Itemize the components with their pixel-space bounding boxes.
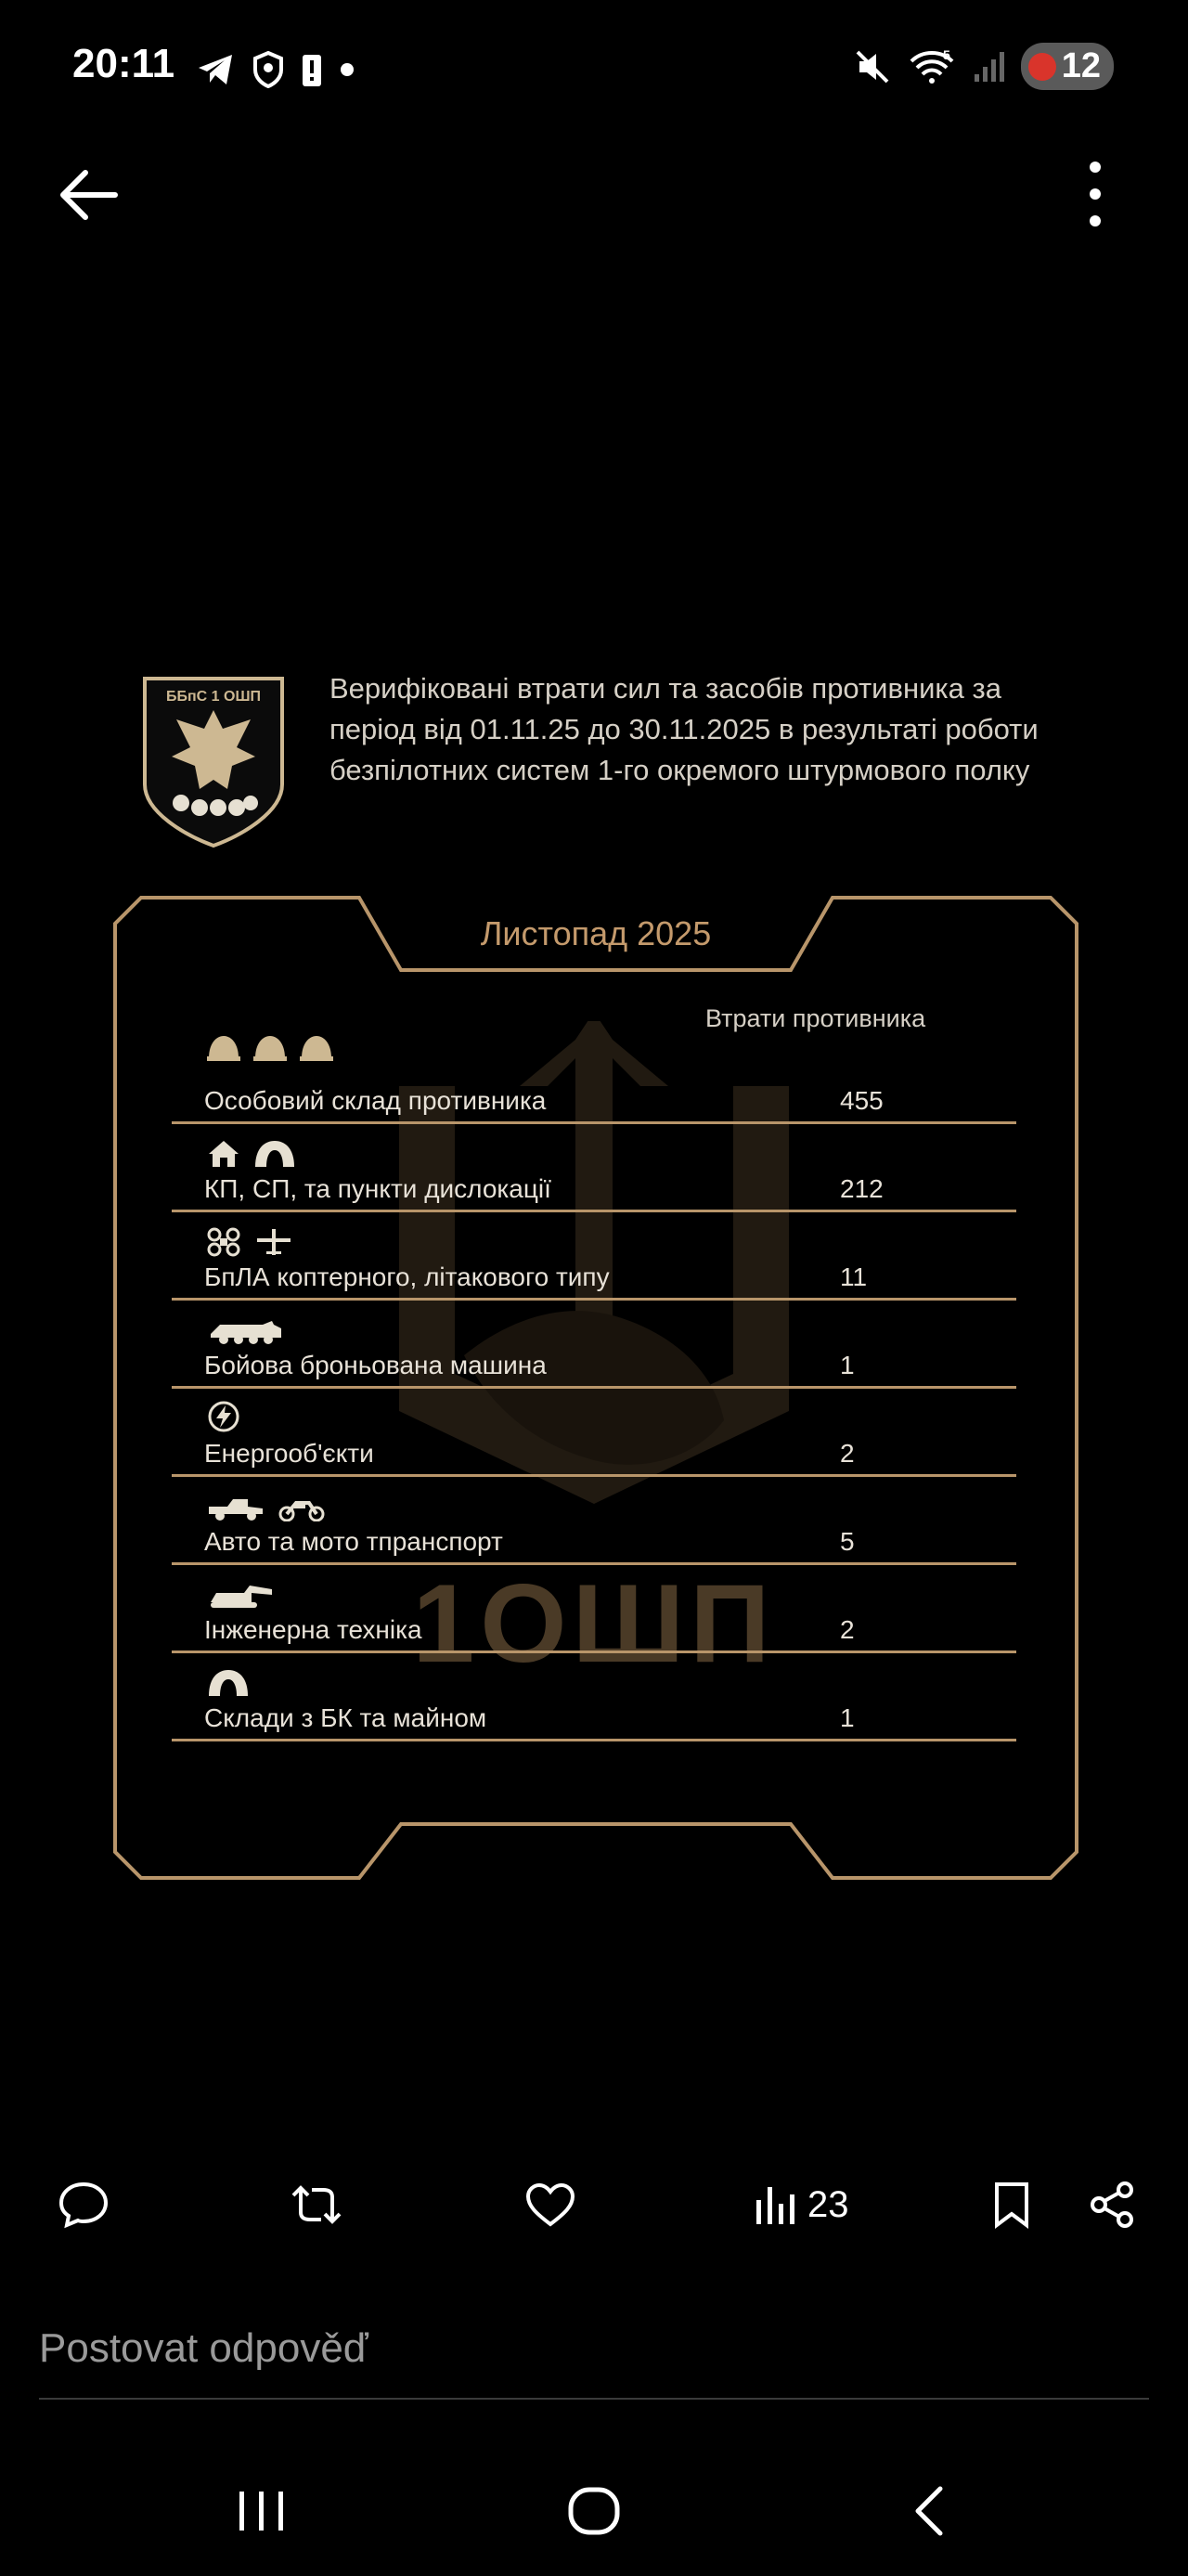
row-value: 11 [840,1262,868,1291]
telegram-icon [197,53,236,86]
back-arrow-icon[interactable] [56,167,121,223]
table-row [172,1019,1016,1124]
row-value: 5 [840,1527,855,1556]
reply-button[interactable] [58,2163,110,2246]
views-icon [754,2183,796,2226]
repost-button[interactable] [288,2163,345,2246]
mute-icon [854,48,891,85]
comment-icon [58,2181,110,2229]
system-back-button[interactable] [906,2479,952,2544]
row-label: Склади з БК та майном [204,1703,487,1732]
unit-emblem [139,673,288,849]
table-row [172,1389,1016,1477]
home-icon [567,2486,621,2536]
status-right-icons [854,43,1114,90]
battery-indicator [1021,43,1114,90]
row-value: 1 [840,1351,855,1379]
post-headline: Верифіковані втрати сил та засобів противника за період від 01.11.25 до 30.11.2025 в результаті роботи безпілотних систем 1-го окремого штурмового полку [329,672,1039,786]
shield-icon [252,51,284,88]
status-bar [0,0,1188,139]
bookmark-button[interactable] [991,2163,1032,2246]
status-time: 20:11 [72,41,175,86]
share-icon [1088,2181,1136,2229]
reply-divider [39,2398,1149,2400]
row-value: 212 [840,1174,884,1203]
share-button[interactable] [1088,2163,1136,2246]
helmet-icons [207,1030,333,1064]
bookmark-icon [991,2181,1032,2229]
alert-icon [301,51,323,88]
depot-icon [207,1664,250,1698]
vehicle-icons [207,1488,326,1521]
post-image[interactable] [102,631,1086,1949]
recent-apps-icon [236,2488,288,2534]
row-label: Інженерна техніка [204,1615,422,1644]
watermark-text: 1ОШП [412,1561,776,1686]
panel-title: Листопад 2025 [480,914,712,952]
row-label: КП, СП, та пункти дислокації [204,1174,551,1203]
battery-saver-icon [1028,53,1056,81]
row-label: Енергооб'єкти [204,1439,374,1468]
table-row [172,1653,1016,1741]
losses-table [172,1019,1016,1741]
home-button[interactable] [562,2479,626,2544]
dot-icon [340,62,355,77]
table-row [172,1565,1016,1653]
table-row [172,1301,1016,1389]
table-row [172,1477,1016,1565]
chevron-left-icon [910,2485,948,2537]
table-row [172,1212,1016,1301]
apc-icon [207,1312,285,1345]
more-options-icon[interactable] [1086,162,1104,227]
row-label: БпЛА коптерного, літакового типу [204,1262,610,1291]
status-left-icons [197,46,355,93]
column-header: Втрати противника [705,1004,926,1032]
row-value: 2 [840,1615,855,1644]
row-label: Особовий склад противника [204,1086,547,1115]
building-icons [207,1135,296,1169]
row-label: Бойова броньована машина [204,1351,547,1379]
wifi-icon [908,48,956,85]
views-count: 23 [807,2183,849,2225]
recent-apps-button[interactable] [232,2479,291,2544]
drone-icons [207,1223,294,1257]
post-actions [0,2163,1188,2246]
row-value: 455 [840,1086,884,1115]
engineering-vehicle-icon [207,1576,278,1610]
row-label: Авто та мото тпранспорт [204,1527,503,1556]
heart-icon [524,2181,576,2228]
reply-input[interactable]: Postovat odpověď [39,2325,368,2371]
signal-icon [973,50,1004,84]
top-bar [0,149,1188,241]
table-row [172,1124,1016,1212]
svg-text:5: 5 [942,47,950,62]
system-navigation-bar [0,2460,1188,2562]
repost-icon [288,2181,345,2229]
views-button[interactable] [754,2163,849,2246]
like-button[interactable] [524,2163,576,2246]
battery-level: 12 [1061,46,1101,85]
row-value: 1 [840,1703,855,1732]
svg-text:ББпС 1 ОШП: ББпС 1 ОШП [165,689,262,705]
row-value: 2 [840,1439,855,1468]
lightning-icon [207,1400,240,1433]
